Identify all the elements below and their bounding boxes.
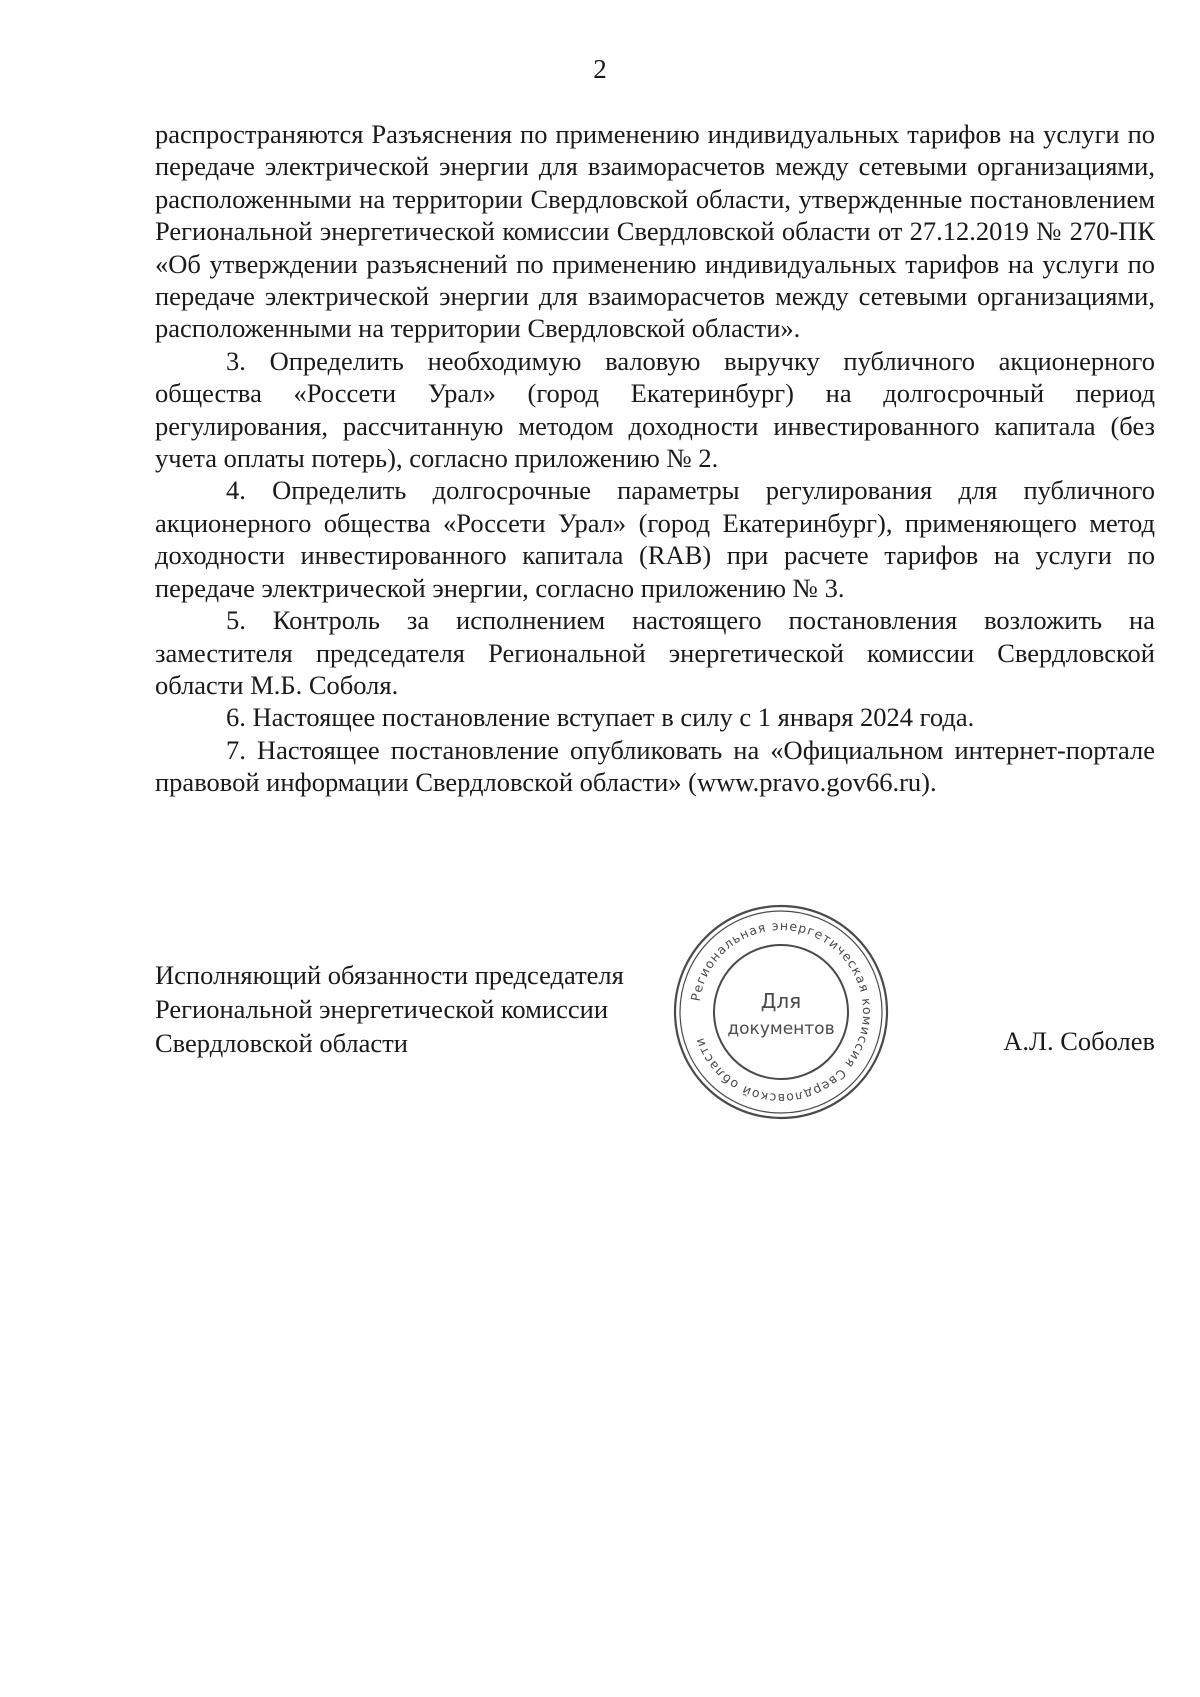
- signatory-position-line: Свердловской области: [155, 1028, 408, 1058]
- paragraph-item-4: 4. Определить долгосрочные параметры регулирования для публичного акционерного общества «Россети Урал» (город Екатеринбург), применяющего метод доходности инвестированного капитала (RAB) при расчете тарифов на услуги по передаче электрической энергии, согласно приложению № 3.: [155, 475, 1155, 603]
- stamp-center-line-2: документов: [727, 1019, 835, 1039]
- paragraph-item-3: 3. Определить необходимую валовую выручку публичного акционерного общества «Россети Урал» (город Екатеринбург) на долгосрочный период регулирования, рассчитанную методом доходности инвестированного капитала (без учета оплаты потерь), согласно приложению № 2.: [155, 345, 1155, 474]
- paragraph-continuation: распространяются Разъяснения по применению индивидуальных тарифов на услуги по передаче электрической энергии для взаиморасчетов между сетевыми организациями, расположенными на территории Свердловской области, утвержденные постановлением Региональной энергетической комиссии Свердловской области от 27.12.2019 № 270-ПК «Об утверждении разъяснений по применению индивидуальных тарифов на услуги по передаче электрической энергии для взаиморасчетов между сетевыми организациями, расположенными на территории Свердловской области».: [155, 119, 1155, 344]
- signer-name: А.Л. Соболев: [1003, 1026, 1155, 1056]
- paragraph-item-7: 7. Настоящее постановление опубликовать на «Официальном интернет-портале правовой информации Свердловской области» (www.pravo.gov66.ru).: [155, 734, 1155, 798]
- signatory-position-line: Исполняющий обязанности председателя: [155, 960, 624, 990]
- signatory-position-line: Региональной энергетической комиссии: [155, 994, 608, 1024]
- signatory-position: [155, 958, 624, 1060]
- stamp-ring-text: Региональная энергетическая комиссия Свердловской области: [687, 917, 876, 1107]
- document-body: [155, 118, 1155, 799]
- official-stamp: [671, 902, 891, 1122]
- page-number: 2: [593, 54, 607, 84]
- paragraph-item-5: 5. Контроль за исполнением настоящего постановления возложить на заместителя председателя Региональной энергетической комиссии Свердловской области М.Б. Соболя.: [155, 605, 1155, 700]
- stamp-center-line-1: Для: [760, 989, 802, 1013]
- paragraph-item-6: 6. Настоящее постановление вступает в силу с 1 января 2024 года.: [226, 702, 975, 733]
